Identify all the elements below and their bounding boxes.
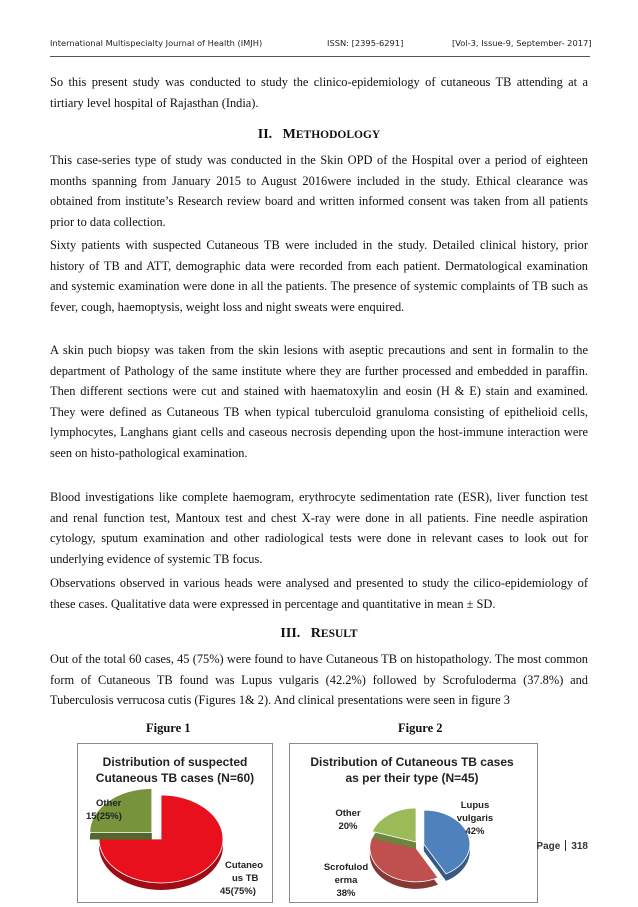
- slice-label-other: Other: [96, 798, 122, 809]
- slice-label-lupus: Lupus: [460, 800, 490, 811]
- section-heading-result: [0, 626, 638, 642]
- section-rest: ESULT: [320, 628, 358, 640]
- page-footer: [536, 840, 588, 852]
- slice-label-scrofuloderma: erma: [334, 875, 358, 886]
- running-header: [0, 38, 638, 52]
- chart-title-line: Distribution of Cutaneous TB cases: [310, 755, 514, 769]
- slice-label-scrofuloderma: 38%: [336, 888, 356, 899]
- figure-1-pie-svg: [78, 744, 272, 902]
- section-initial: R: [310, 626, 321, 641]
- page-label: Page: [536, 841, 561, 852]
- slice-label-lupus: vulgaris: [456, 813, 494, 824]
- chart-title-line: as per their type (N=45): [345, 771, 479, 785]
- intro-paragraph: So this present study was conducted to study the clinico-epidemiology of cutaneous TB attending at a tirtiary level hospital of Rajasthan (India).: [50, 75, 588, 110]
- section-initial: M: [282, 127, 296, 142]
- slice-label-lupus: 42%: [465, 826, 485, 837]
- figure-2-caption: Figure 2: [398, 721, 443, 735]
- header-divider: [50, 56, 590, 57]
- methodology-paragraph-1: This case-series type of study was conducted in the Skin OPD of the Hospital over a period of eighteen months spanning from January 2015 to August 2016were included in the study. Ethical clearance was obtained from institute’s Research review board and written informed consent was taken from all patients prior to data collection.: [50, 153, 588, 229]
- methodology-paragraph-2: Sixty patients with suspected Cutaneous TB were included in the study. Detailed clinical history, prior history of TB and ATT, demographic data were recorded from each patient. Dermatological examination and systemic examination were done in all the patients. The presence of systemic complaints of TB such as fever, cough, haemoptysis, weight loss and night sweats were enquired.: [50, 238, 588, 314]
- methodology-paragraph-3: A skin puch biopsy was taken from the skin lesions with aseptic precautions and sent in formalin to the department of Pathology of the same institute where they are further processed and embedded in paraffin. Then different sections were cut and stained with haematoxylin and eosin (H & E) stain and examined. They were defined as Cutaneous TB when typical tuberculoid granuloma consisting of epithelioid cells, lymphocytes, Langhans giant cells and caseous necrosis depending upon the host-immune interaction were seen on histo-pathological examination.: [50, 343, 588, 460]
- section-numeral: III.: [280, 626, 301, 641]
- footer-divider: [565, 840, 566, 851]
- result-paragraph: Out of the total 60 cases, 45 (75%) were found to have Cutaneous TB on histopathology. The most common form of Cutaneous TB found was Lupus vulgaris (42.2%) followed by Scrofuloderma (37.8%) and Tuberculosis verrucosa cutis (Figures 1& 2). And clinical presentations were seen in figure 3: [50, 652, 588, 707]
- figure-2-pie-svg: [290, 744, 537, 902]
- slice-label-other: Other: [335, 808, 361, 819]
- figure-2-chart: [289, 743, 538, 903]
- chart-title-line: Distribution of suspected: [102, 755, 248, 769]
- chart-title-line: Cutaneous TB cases (N=60): [95, 771, 255, 785]
- slice-label-cutaneous: us TB: [232, 873, 259, 884]
- methodology-paragraph-4: Blood investigations like complete haemogram, erythrocyte sedimentation rate (ESR), liver function test and renal function test, Mantoux test and chest X-ray were done in all patients. Fine needle aspiration cytology, sputum examination and other radiological tests were done in relevant cases to look out for underlying evidence of systemic TB focus.: [50, 490, 588, 566]
- section-rest: ETHODOLOGY: [295, 129, 381, 141]
- page-number: 318: [571, 841, 588, 852]
- volume-info: [Vol-3, Issue-9, September- 2017]: [452, 38, 592, 48]
- section-numeral: II.: [257, 127, 273, 142]
- slice-label-cutaneous: Cutaneo: [225, 860, 263, 871]
- figure-1-chart: [77, 743, 273, 903]
- journal-name: International Multispecialty Journal of Health (IMJH): [50, 38, 263, 48]
- slice-label-cutaneous: 45(75%): [220, 886, 256, 897]
- slice-label-other: 20%: [338, 821, 358, 832]
- slice-label-scrofuloderma: Scrofulod: [323, 862, 369, 873]
- issn: ISSN: [2395-6291]: [327, 38, 404, 48]
- methodology-paragraph-5: Observations observed in various heads were analysed and presented to study the cilico-epidemiology of these cases. Qualitative data were expressed in percentage and quantitative in mean ± SD.: [50, 576, 588, 611]
- figure-1-caption: Figure 1: [146, 721, 191, 735]
- section-heading-methodology: [0, 127, 638, 143]
- slice-label-other: 15(25%): [86, 811, 122, 822]
